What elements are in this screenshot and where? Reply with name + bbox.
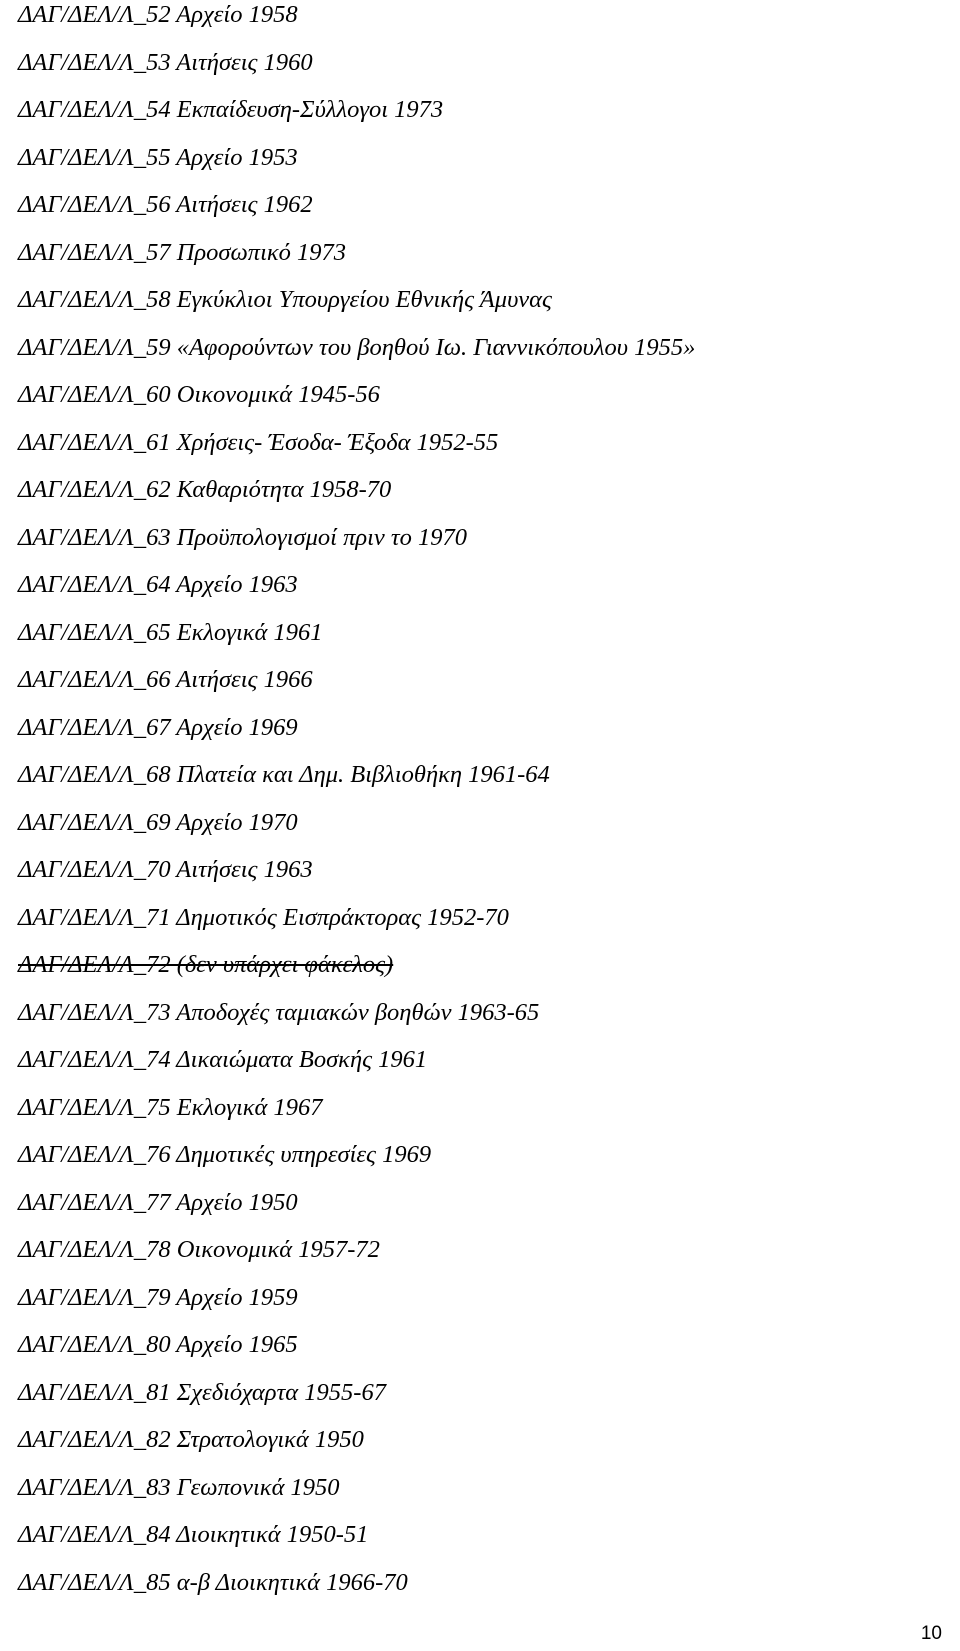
archive-entry: [18, 1520, 695, 1568]
archive-entry-text: ΔΑΓ/ΔΕΛ/Λ_64 Αρχείο 1963: [18, 571, 298, 598]
archive-entry: [18, 665, 695, 713]
archive-entry-text: ΔΑΓ/ΔΕΛ/Λ_85 α-β Διοικητικά 1966-70: [18, 1568, 408, 1596]
archive-entry-text: ΔΑΓ/ΔΕΛ/Λ_66 Αιτήσεις 1966: [18, 666, 313, 693]
archive-entry: [18, 1045, 695, 1093]
archive-entry-text: ΔΑΓ/ΔΕΛ/Λ_67 Αρχείο 1969: [18, 713, 298, 741]
archive-entry: [18, 618, 695, 666]
archive-entry-text: ΔΑΓ/ΔΕΛ/Λ_80 Αρχείο 1965: [18, 1331, 298, 1358]
archive-entry-text: ΔΑΓ/ΔΕΛ/Λ_84 Διοικητικά 1950-51: [18, 1521, 369, 1548]
archive-entry: [18, 238, 695, 286]
archive-entry: [18, 570, 695, 618]
archive-entry: [18, 48, 695, 96]
archive-entry: [18, 1378, 695, 1426]
archive-entry: [18, 523, 695, 571]
archive-entry: [18, 760, 695, 808]
archive-entry: [18, 713, 695, 761]
archive-entry: [18, 475, 695, 523]
archive-entry: [18, 1188, 695, 1236]
archive-entry: [18, 1283, 695, 1331]
archive-entry: [18, 95, 695, 143]
archive-entry-text: ΔΑΓ/ΔΕΛ/Λ_72 (δεν υπάρχει φάκελος): [18, 951, 394, 978]
archive-entry: [18, 333, 695, 381]
page-number: 10: [920, 1623, 942, 1644]
archive-entry: [18, 1425, 695, 1473]
archive-entry-text: ΔΑΓ/ΔΕΛ/Λ_70 Αιτήσεις 1963: [18, 856, 313, 883]
archive-entry-text: ΔΑΓ/ΔΕΛ/Λ_71 Δημοτικός Εισπράκτορας 1952-70: [18, 903, 509, 931]
archive-entry-text: ΔΑΓ/ΔΕΛ/Λ_76 Δημοτικές υπηρεσίες 1969: [18, 1141, 432, 1168]
archive-entry: [18, 1473, 695, 1521]
archive-entry-text: ΔΑΓ/ΔΕΛ/Λ_59 «Αφορούντων του βοηθού Ιω. Γιαννικόπουλου 1955»: [18, 333, 696, 361]
archive-entry: [18, 808, 695, 856]
archive-entry-text: ΔΑΓ/ΔΕΛ/Λ_78 Οικονομικά 1957-72: [18, 1236, 380, 1263]
archive-entry-text: ΔΑΓ/ΔΕΛ/Λ_74 Δικαιώματα Βοσκής 1961: [18, 1046, 428, 1073]
archive-entry-text: ΔΑΓ/ΔΕΛ/Λ_75 Εκλογικά 1967: [18, 1093, 323, 1121]
archive-entry-text: ΔΑΓ/ΔΕΛ/Λ_68 Πλατεία και Δημ. Βιβλιοθήκη 1961-64: [18, 761, 550, 788]
archive-entry-struck: [18, 950, 695, 998]
archive-entry-list: [18, 0, 695, 1615]
archive-entry: [18, 0, 695, 48]
archive-entry: [18, 1140, 695, 1188]
archive-entry: [18, 1093, 695, 1141]
archive-entry-text: ΔΑΓ/ΔΕΛ/Λ_53 Αιτήσεις 1960: [18, 48, 313, 76]
archive-entry: [18, 855, 695, 903]
archive-entry: [18, 1568, 695, 1616]
archive-entry-text: ΔΑΓ/ΔΕΛ/Λ_61 Χρήσεις- Έσοδα- Έξοδα 1952-55: [18, 428, 499, 456]
archive-entry: [18, 903, 695, 951]
archive-entry-text: ΔΑΓ/ΔΕΛ/Λ_69 Αρχείο 1970: [18, 808, 298, 836]
archive-entry-text: ΔΑΓ/ΔΕΛ/Λ_62 Καθαριότητα 1958-70: [18, 476, 392, 503]
archive-entry: [18, 285, 695, 333]
archive-entry-text: ΔΑΓ/ΔΕΛ/Λ_65 Εκλογικά 1961: [18, 618, 323, 646]
archive-entry-text: ΔΑΓ/ΔΕΛ/Λ_57 Προσωπικό 1973: [18, 238, 347, 266]
archive-entry: [18, 190, 695, 238]
archive-entry-text: ΔΑΓ/ΔΕΛ/Λ_60 Οικονομικά 1945-56: [18, 381, 380, 408]
archive-entry-text: ΔΑΓ/ΔΕΛ/Λ_63 Προϋπολογισμοί πριν το 1970: [18, 523, 468, 551]
archive-entry: [18, 380, 695, 428]
archive-entry-text: ΔΑΓ/ΔΕΛ/Λ_54 Εκπαίδευση-Σύλλογοι 1973: [18, 96, 444, 123]
archive-entry: [18, 998, 695, 1046]
archive-entry: [18, 1235, 695, 1283]
archive-entry-text: ΔΑΓ/ΔΕΛ/Λ_55 Αρχείο 1953: [18, 143, 298, 171]
archive-entry: [18, 1330, 695, 1378]
archive-entry-text: ΔΑΓ/ΔΕΛ/Λ_79 Αρχείο 1959: [18, 1283, 298, 1311]
archive-entry-text: ΔΑΓ/ΔΕΛ/Λ_82 Στρατολογικά 1950: [18, 1426, 364, 1453]
archive-entry: [18, 143, 695, 191]
archive-entry-text: ΔΑΓ/ΔΕΛ/Λ_58 Εγκύκλιοι Υπουργείου Εθνικής Άμυνας: [18, 286, 552, 313]
archive-entry-text: ΔΑΓ/ΔΕΛ/Λ_73 Αποδοχές ταμιακών βοηθών 1963-65: [18, 998, 540, 1026]
archive-entry-text: ΔΑΓ/ΔΕΛ/Λ_81 Σχεδιόχαρτα 1955-67: [18, 1378, 386, 1406]
archive-entry-text: ΔΑΓ/ΔΕΛ/Λ_77 Αρχείο 1950: [18, 1188, 298, 1216]
archive-entry-text: ΔΑΓ/ΔΕΛ/Λ_83 Γεωπονικά 1950: [18, 1473, 340, 1501]
archive-entry: [18, 428, 695, 476]
archive-entry-text: ΔΑΓ/ΔΕΛ/Λ_56 Αιτήσεις 1962: [18, 191, 313, 218]
archive-entry-text: ΔΑΓ/ΔΕΛ/Λ_52 Αρχείο 1958: [18, 1, 298, 28]
